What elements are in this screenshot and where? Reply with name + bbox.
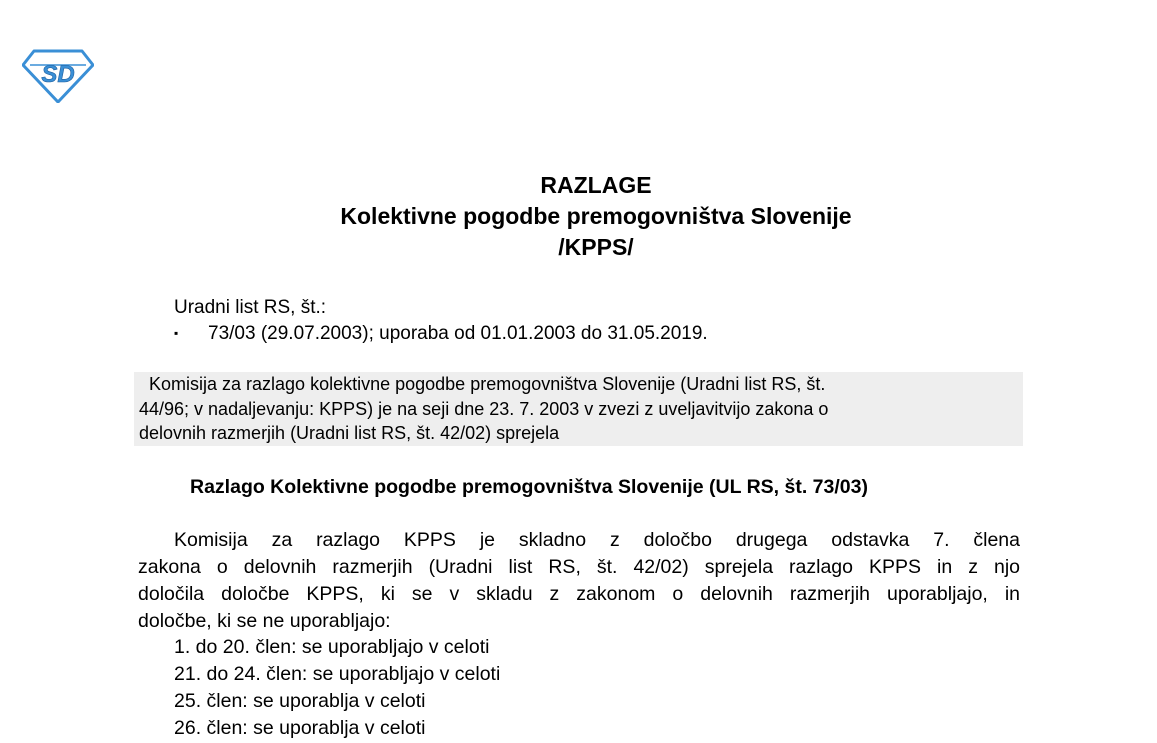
list-item: 1. do 20. člen: se uporabljajo v celoti [174,636,490,658]
intro-line: delovnih razmerjih (Uradni list RS, št. 42/02) sprejela [139,423,560,443]
body-line: zakona o delovnih razmerjih (Uradni list RS, št. 42/02) sprejela razlago KPPS in z njo [138,556,1020,578]
body-paragraph [138,527,1020,635]
document-title [0,170,1157,263]
gazette-reference: 73/03 (29.07.2003); uporaba od 01.01.2003 do 31.05.2019. [208,323,708,344]
gazette-list-item [174,321,708,346]
body-line: določila določbe KPPS, ki se v skladu z zakonom o delovnih razmerjih uporabljajo, in [138,583,1020,605]
list-item: 21. do 24. člen: se uporabljajo v celoti [174,663,501,685]
list-item: 26. člen: se uporablja v celoti [174,717,426,739]
body-line: Komisija za razlago KPPS je skladno z določbo drugega odstavka 7. člena [174,529,1020,551]
list-item: 25. člen: se uporablja v celoti [174,690,426,712]
intro-paragraph [134,372,1023,446]
gazette-label: Uradni list RS, št.: [174,297,327,318]
title-subject: Kolektivne pogodbe premogovništva Slovenije [340,203,852,229]
article-list [174,634,500,742]
svg-text:SD: SD [41,61,75,88]
body-line: določbe, ki se ne uporabljajo: [138,610,391,632]
title-heading: RAZLAGE [540,172,652,198]
title-abbreviation: /KPPS/ [558,234,634,260]
shield-logo-icon [22,49,94,103]
intro-line: Komisija za razlago kolektivne pogodbe premogovništva Slovenije (Uradni list RS, št. [139,374,826,394]
section-heading: Razlago Kolektivne pogodbe premogovništva Slovenije (UL RS, št. 73/03) [190,476,868,498]
bullet-icon: ▪ [174,326,179,340]
intro-line: 44/96; v nadaljevanju: KPPS) je na seji dne 23. 7. 2003 v zvezi z uveljavitvijo zakona o [139,398,829,419]
